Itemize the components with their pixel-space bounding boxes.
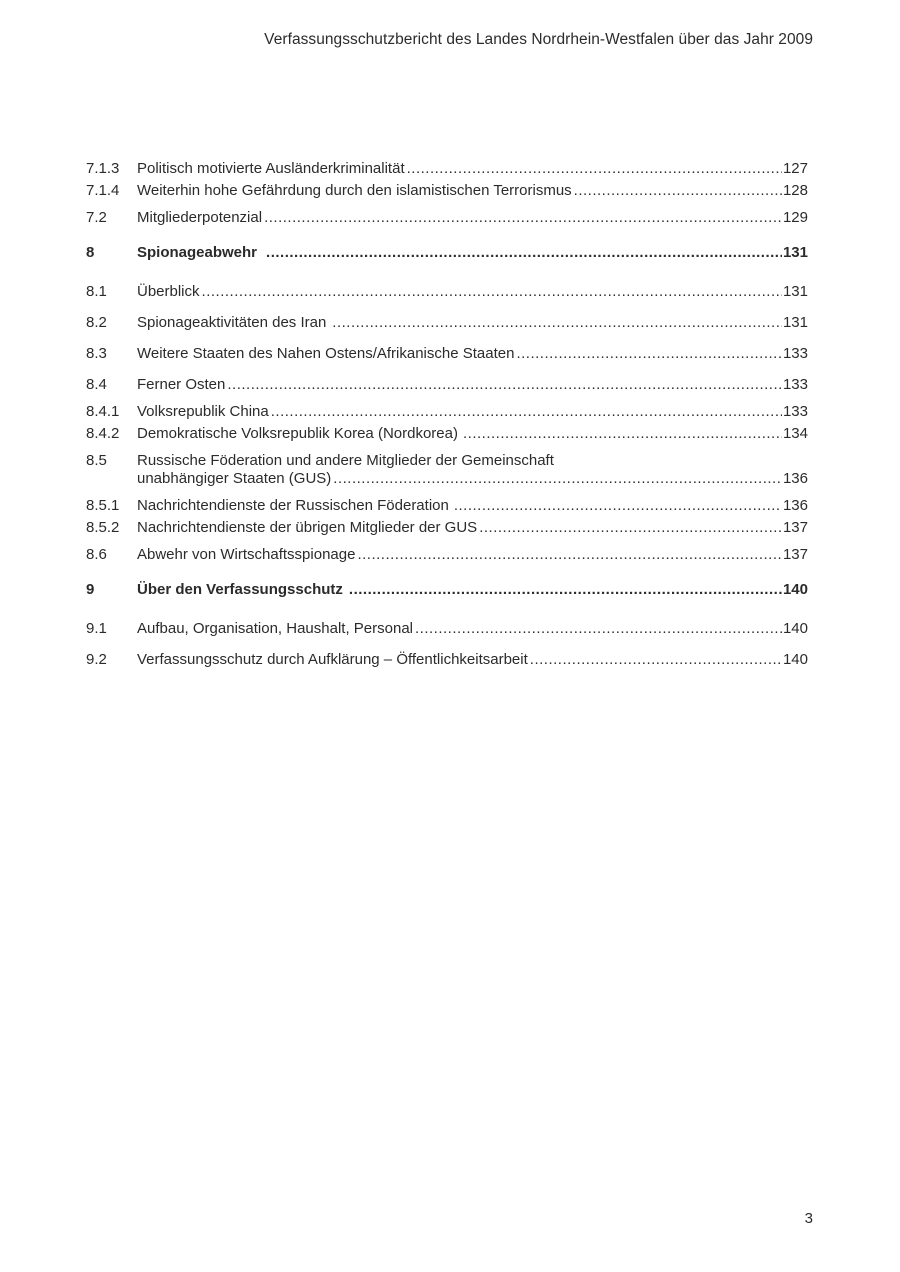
- dot-leader: [332, 314, 782, 332]
- dot-leader: [407, 160, 782, 178]
- toc-entry-8-4[interactable]: [86, 376, 808, 394]
- toc-entry-8-1[interactable]: [86, 283, 808, 301]
- dot-leader: [574, 182, 782, 200]
- toc-number: 8.5.2: [86, 519, 120, 536]
- toc-page: 140: [782, 620, 808, 637]
- toc-number: 7.2: [86, 209, 107, 226]
- toc-title: Über den Verfassungsschutz: [137, 581, 343, 598]
- toc-title: Spionageaktivitäten des Iran: [137, 314, 327, 331]
- toc-number: 7.1.4: [86, 182, 120, 199]
- toc-page: 136: [782, 497, 808, 514]
- toc-title: Nachrichtendienste der übrigen Mitglieder der GUS: [137, 519, 478, 536]
- toc-entry-9[interactable]: [86, 581, 808, 599]
- toc-title: Weitere Staaten des Nahen Ostens/Afrikanische Staaten: [137, 345, 515, 362]
- toc-entry-7-1-3[interactable]: [86, 160, 808, 178]
- toc-number: 8.2: [86, 314, 107, 331]
- dot-leader: [463, 425, 782, 443]
- toc-page: 140: [782, 581, 808, 598]
- toc-page: 133: [782, 403, 808, 420]
- toc-number: 8.6: [86, 546, 107, 563]
- toc-number: 8.1: [86, 283, 107, 300]
- toc-entry-8-5-2[interactable]: [86, 519, 808, 537]
- toc-title-line1: Russische Föderation und andere Mitglieder der Gemeinschaft: [137, 452, 554, 469]
- toc-page: 136: [782, 470, 808, 487]
- toc-page: 128: [782, 182, 808, 199]
- dot-leader: [454, 497, 782, 515]
- toc-title: Überblick: [137, 283, 200, 300]
- dot-leader: [333, 470, 782, 488]
- dot-leader: [415, 620, 782, 638]
- toc-title: Verfassungsschutz durch Aufklärung – Öffentlichkeitsarbeit: [137, 651, 528, 668]
- running-header: Verfassungsschutzbericht des Landes Nordrhein-Westfalen über das Jahr 2009: [264, 31, 813, 48]
- toc-page: 140: [782, 651, 808, 668]
- toc-number: 8.5.1: [86, 497, 120, 514]
- toc-page: 127: [782, 160, 808, 177]
- toc-number: 8.4: [86, 376, 107, 393]
- toc-number: 9.1: [86, 620, 107, 637]
- toc-title: Politisch motivierte Ausländerkriminalität: [137, 160, 405, 177]
- toc-page: 129: [782, 209, 808, 226]
- toc-entry-8-3[interactable]: [86, 345, 808, 363]
- toc-number: 8.5: [86, 452, 107, 469]
- toc-title: Mitgliederpotenzial: [137, 209, 263, 226]
- toc-title: Aufbau, Organisation, Haushalt, Personal: [137, 620, 413, 637]
- dot-leader: [530, 651, 782, 669]
- toc-page: 133: [782, 345, 808, 362]
- toc-entry-8[interactable]: [86, 244, 808, 262]
- page-number: 3: [804, 1210, 813, 1227]
- toc-page: 134: [782, 425, 808, 442]
- toc-entry-7-1-4[interactable]: [86, 182, 808, 200]
- toc-page: 137: [782, 546, 808, 563]
- toc-entry-7-2[interactable]: [86, 209, 808, 227]
- dot-leader: [202, 283, 782, 301]
- dot-leader: [516, 345, 782, 363]
- toc-number: 9.2: [86, 651, 107, 668]
- toc-entry-8-5[interactable]: [86, 452, 808, 488]
- toc-page: 133: [782, 376, 808, 393]
- toc-number: 7.1.3: [86, 160, 120, 177]
- toc-number: 9: [86, 581, 95, 598]
- toc-entry-8-5-1[interactable]: [86, 497, 808, 515]
- dot-leader: [264, 209, 782, 227]
- toc-title: Weiterhin hohe Gefährdung durch den islamistischen Terrorismus: [137, 182, 572, 199]
- toc-title: Nachrichtendienste der Russischen Föderation: [137, 497, 449, 514]
- toc-title: Spionageabwehr: [137, 244, 258, 261]
- dot-leader: [266, 244, 782, 262]
- toc-page: 131: [782, 244, 808, 261]
- toc-number: 8: [86, 244, 95, 261]
- toc-number: 8.4.2: [86, 425, 120, 442]
- dot-leader: [271, 403, 782, 421]
- toc-title: Demokratische Volksrepublik Korea (Nordkorea): [137, 425, 458, 442]
- toc-entry-9-1[interactable]: [86, 620, 808, 638]
- toc-number: 8.4.1: [86, 403, 120, 420]
- toc-page: 131: [782, 314, 808, 331]
- dot-leader: [227, 376, 782, 394]
- dot-leader: [479, 519, 782, 537]
- table-of-contents: [86, 160, 808, 669]
- dot-leader: [357, 546, 782, 564]
- toc-title: Ferner Osten: [137, 376, 226, 393]
- toc-entry-9-2[interactable]: [86, 651, 808, 669]
- toc-title: unabhängiger Staaten (GUS): [137, 470, 332, 487]
- toc-entry-8-4-1[interactable]: [86, 403, 808, 421]
- toc-number: 8.3: [86, 345, 107, 362]
- toc-page: 131: [782, 283, 808, 300]
- dot-leader: [349, 581, 782, 599]
- toc-title: Volksrepublik China: [137, 403, 269, 420]
- toc-entry-8-4-2[interactable]: [86, 425, 808, 443]
- toc-title: Abwehr von Wirtschaftsspionage: [137, 546, 356, 563]
- toc-page: 137: [782, 519, 808, 536]
- toc-entry-8-6[interactable]: [86, 546, 808, 564]
- toc-entry-8-2[interactable]: [86, 314, 808, 332]
